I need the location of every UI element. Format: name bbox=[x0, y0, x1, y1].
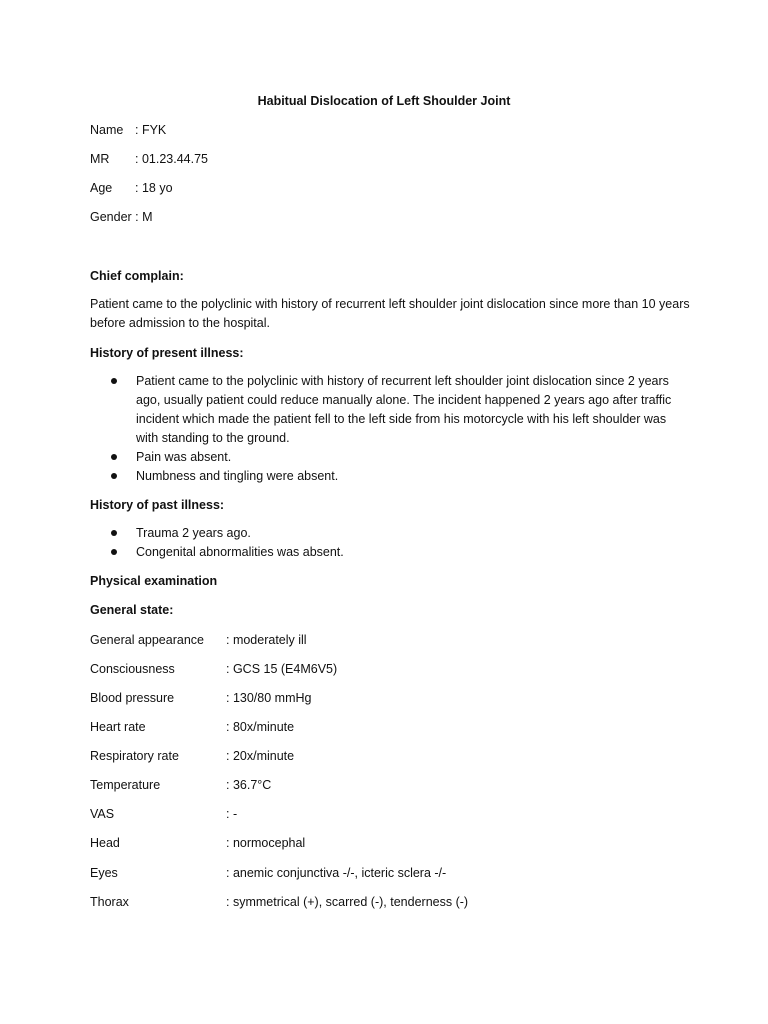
present-illness-heading: History of present illness: bbox=[90, 346, 244, 360]
exam-label: Heart rate bbox=[90, 720, 146, 734]
document-title: Habitual Dislocation of Left Shoulder Joint bbox=[257, 94, 511, 108]
list-item: Congenital abnormalities was absent. bbox=[90, 543, 690, 562]
physical-exam-heading: Physical examination bbox=[90, 574, 218, 588]
general-state-heading: General state: bbox=[90, 603, 174, 617]
exam-value: : GCS 15 (E4M6V5) bbox=[226, 662, 338, 676]
list-item: Numbness and tingling were absent. bbox=[90, 467, 690, 486]
exam-label: Respiratory rate bbox=[90, 749, 179, 763]
exam-value: : 130/80 mmHg bbox=[226, 691, 312, 705]
exam-label: Temperature bbox=[90, 778, 161, 792]
bullet-icon bbox=[111, 454, 117, 460]
mr-label: MR bbox=[90, 152, 110, 166]
name-label: Name bbox=[90, 123, 124, 137]
chief-complain-heading: Chief complain: bbox=[90, 269, 184, 283]
past-illness-list bbox=[90, 524, 690, 562]
exam-label: Eyes bbox=[90, 866, 118, 880]
bullet-icon bbox=[111, 378, 117, 384]
exam-label: VAS bbox=[90, 807, 115, 821]
exam-label: Consciousness bbox=[90, 662, 175, 676]
exam-value: : 36.7°C bbox=[226, 778, 272, 792]
exam-value: : anemic conjunctiva -/-, icteric sclera -/- bbox=[226, 866, 447, 880]
exam-label: Head bbox=[90, 836, 120, 850]
exam-label: Blood pressure bbox=[90, 691, 175, 705]
list-item: Pain was absent. bbox=[90, 448, 690, 467]
bullet-icon bbox=[111, 549, 117, 555]
present-illness-list bbox=[90, 372, 690, 486]
exam-value: : 20x/minute bbox=[226, 749, 295, 763]
age-label: Age bbox=[90, 181, 113, 195]
gender-label: Gender : M bbox=[90, 210, 153, 224]
exam-value: : 80x/minute bbox=[226, 720, 295, 734]
exam-value: : normocephal bbox=[226, 836, 306, 850]
bullet-icon bbox=[111, 473, 117, 479]
exam-label: Thorax bbox=[90, 895, 129, 909]
exam-value: : - bbox=[226, 807, 238, 821]
age-value: : 18 yo bbox=[135, 181, 173, 195]
exam-label: General appearance bbox=[90, 633, 204, 647]
bullet-icon bbox=[111, 530, 117, 536]
past-illness-heading: History of past illness: bbox=[90, 498, 225, 512]
chief-complain-text: Patient came to the polyclinic with history of recurrent left shoulder joint dislocation since more than 10 years before admission to the hospital. bbox=[90, 297, 690, 330]
name-value: : FYK bbox=[135, 123, 167, 137]
exam-value: : symmetrical (+), scarred (-), tenderness (-) bbox=[226, 895, 469, 909]
mr-value: : 01.23.44.75 bbox=[135, 152, 208, 166]
list-item: Patient came to the polyclinic with history of recurrent left shoulder joint dislocation since 2 years ago, usually patient could reduce manually alone. The incident happened 2 years ago after traffic incident which made the patient fell to the left side from his motorcycle with his left shoulder was with standing to the ground. bbox=[90, 372, 690, 448]
list-item: Trauma 2 years ago. bbox=[90, 524, 690, 543]
exam-value: : moderately ill bbox=[226, 633, 307, 647]
